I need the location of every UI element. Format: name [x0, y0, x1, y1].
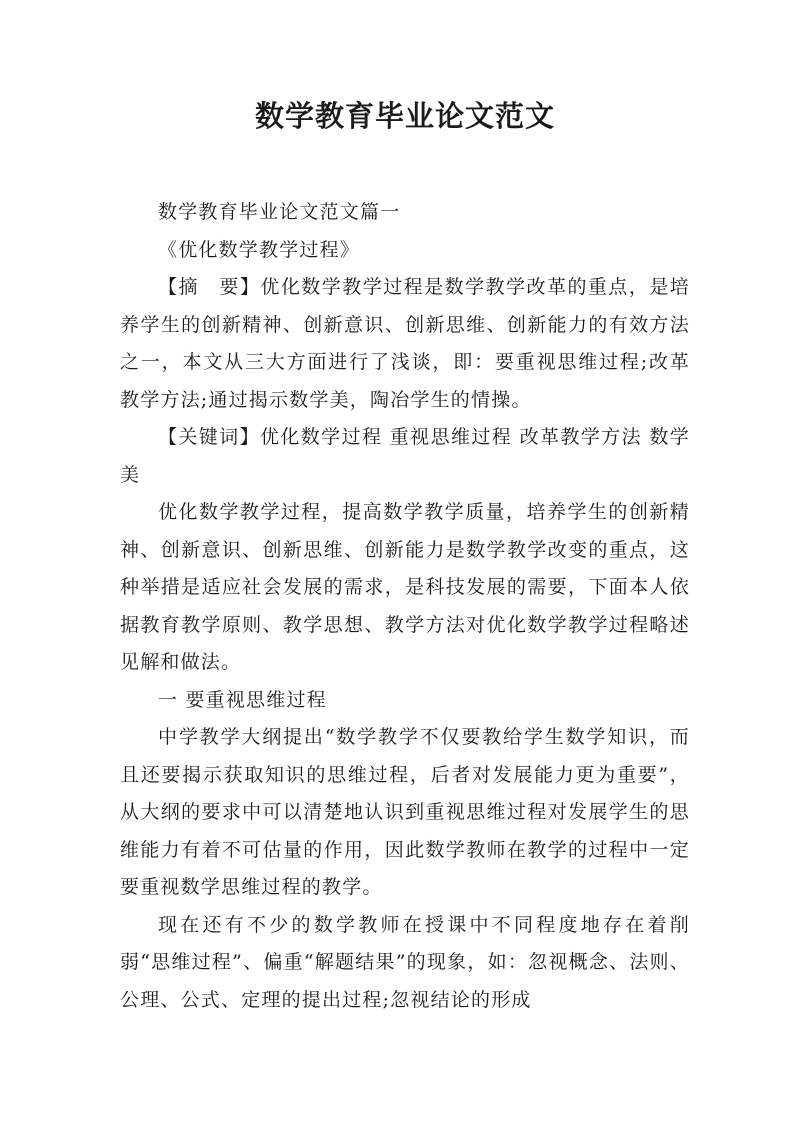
document-title: 数学教育毕业论文范文: [254, 99, 555, 133]
paragraph-article-title: 《优化数学教学过程》: [158, 238, 361, 261]
paragraph-subheading-1: 一 要重视思维过程: [158, 688, 327, 711]
document-body: [120, 194, 690, 1019]
paragraph-body-1: 中学教学大纲提出“数学教学不仅要教给学生数学知识，而且还要揭示获取知识的思维过程，后者对发展能力更为重要”，从大纲的要求中可以清楚地认识到重视思维过程对发展学生的思维能力有着不可估量的作用，因此数学教师在教学的过程中一定要重视数学思维过程的教学。: [120, 726, 690, 898]
paragraph-abstract: 【摘 要】优化数学教学过程是数学教学改革的重点，是培养学生的创新精神、创新意识、创新思维、创新能力的有效方法之一，本文从三大方面进行了浅谈，即：要重视思维过程;改革教学方法;通过揭示数学美，陶冶学生的情操。: [120, 276, 690, 411]
paragraph-body-2: 现在还有不少的数学教师在授课中不同程度地存在着削弱“思维过程”、偏重“解题结果”的现象，如：忽视概念、法则、公理、公式、定理的提出过程;忽视结论的形成: [120, 913, 690, 1011]
paragraph-section-heading: 数学教育毕业论文范文篇一: [158, 201, 401, 223]
paragraph-keywords: 【关键词】优化数学过程 重视思维过程 改革教学方法 数学美: [120, 426, 690, 486]
paragraph-intro: 优化数学教学过程，提高数学教学质量，培养学生的创新精神、创新意识、创新思维、创新能力是数学教学改变的重点，这种举措是适应社会发展的需求，是科技发展的需要，下面本人依据教育教学原则、教学思想、教学方法对优化数学教学过程略述见解和做法。: [120, 501, 690, 673]
